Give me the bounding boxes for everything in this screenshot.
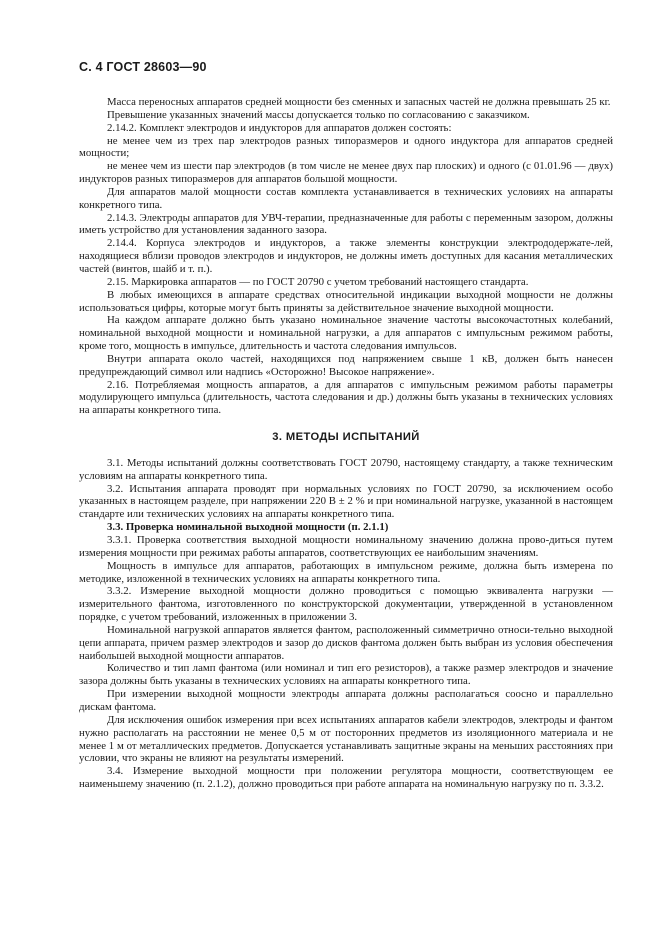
- paragraph: 3.3.2. Измерение выходной мощности должно проводиться с помощью эквивалента нагрузки — измерительного фантома, изготовленного по конструкторской документации, утвержденной в установленном порядке, с учетом требований, изложенных в приложении 3.: [79, 585, 613, 624]
- paragraph: 3.4. Измерение выходной мощности при положении регулятора мощности, соответствующем ее наименьшему значению (п. 2.1.2), должно проводиться при работе аппарата на номинальную нагрузку по п. 3.3.2.: [79, 765, 613, 791]
- paragraph: Превышение указанных значений массы допускается только по согласованию с заказчиком.: [107, 108, 530, 121]
- paragraph: Для исключения ошибок измерения при всех испытаниях аппаратов кабели электродов, электроды и фантом нужно располагать на расстоянии не менее 0,5 м от посторонних предметов из изоляционного материала и не менее 1 м от металлических предметов. Допускается устанавливать защитные экраны на меньших расстояниях при условии, что экраны не влияют на результаты измерений.: [79, 713, 613, 765]
- paragraph: 2.16. Потребляемая мощность аппаратов, а для аппаратов с импульсным режимом работы параметры модулирующего импульса (длительность, частота следования и др.) должны быть указаны в технических условиях на аппараты конкретного типа.: [79, 378, 613, 417]
- section-title: 3. МЕТОДЫ ИСПЫТАНИЙ: [272, 431, 420, 444]
- paragraph: В любых имеющихся в аппарате средствах относительной индикации выходной мощности не должны использоваться цифры, которые могут быть приняты за действительное значение выходной мощности.: [79, 288, 613, 314]
- paragraph: Номинальной нагрузкой аппаратов является фантом, расположенный симметрично относи-тельно выходной цепи аппарата, причем размер электродов и зазор до дисков фантома должен быть выбран из условия обеспечения наибольшей выходной мощности аппаратов.: [79, 623, 613, 662]
- paragraph: 2.14.4. Корпуса электродов и индукторов, а также элементы конструкции электрододержате-лей, находящиеся вблизи проводов электродов и индукторов, не должны иметь доступных для касания металлических частей (винтов, шайб и т. п.).: [79, 237, 613, 275]
- paragraph: Внутри аппарата около частей, находящихся под напряжением свыше 1 кВ, должен быть нанесен предупреждающий символ или надпись «Осторожно! Высокое напряжение».: [79, 352, 613, 378]
- paragraph: не менее чем из шести пар электродов (в том числе не менее двух пар плоских) и одного (с 01.01.96 — двух) индукторов разных типоразмеров для аппаратов большой мощности.: [79, 160, 613, 186]
- paragraph: 3.1. Методы испытаний должны соответствовать ГОСТ 20790, настоящему стандарту, а также техническим условиям на аппараты конкретного типа.: [79, 456, 613, 482]
- paragraph: Для аппаратов малой мощности состав комплекта устанавливается в технических условиях на аппараты конкретного типа.: [79, 185, 613, 211]
- paragraph: Количество и тип ламп фантома (или номинал и тип его резисторов), а также размер электродов и значение зазора должны быть указаны в технических условиях на аппараты конкретного типа.: [79, 662, 613, 688]
- paragraph: 3.2. Испытания аппарата проводят при нормальных условиях по ГОСТ 20790, за исключением особо указанных в настоящем разделе, при напряжении 220 В ± 2 % и при номинальной нагрузке, указанной в настоящем стандарте или технических условиях на аппараты конкретного типа.: [79, 482, 613, 521]
- paragraph: При измерении выходной мощности электроды аппарата должны располагаться соосно и параллельно дискам фантома.: [79, 688, 613, 713]
- paragraph: 2.14.2. Комплект электродов и индукторов для аппаратов должен состоять:: [107, 121, 452, 134]
- page-header: С. 4 ГОСТ 28603—90: [79, 60, 207, 74]
- subsection-heading: 3.3. Проверка номинальной выходной мощности (п. 2.1.1): [107, 521, 389, 534]
- paragraph: Масса переносных аппаратов средней мощности без сменных и запасных частей не должна превышать 25 кг.: [107, 96, 611, 108]
- paragraph: На каждом аппарате должно быть указано номинальное значение частоты высокочастотных колебаний, номинальной выходной мощности и номинальной нагрузки, а для аппаратов с импульсным режимом работы, кроме того, мощность в импульсе, длительность и частота следования импульсов.: [79, 314, 613, 353]
- paragraph: не менее чем из трех пар электродов разных типоразмеров и одного индуктора для аппаратов средней мощности;: [79, 134, 613, 160]
- paragraph: Мощность в импульсе для аппаратов, работающих в импульсном режиме, должна быть измерена по методике, изложенной в технических условиях на аппараты конкретного типа.: [79, 559, 613, 585]
- paragraph: 3.3.1. Проверка соответствия выходной мощности номинальному значению должна прово-диться путем измерения мощности при режимах работы аппаратов, соответствующих ее наибольшим значениям.: [79, 534, 613, 559]
- document-body: [79, 96, 613, 791]
- paragraph: 2.14.3. Электроды аппаратов для УВЧ-терапии, предназначенные для работы с переменным зазором, должны иметь устройство для установления заданного зазора.: [79, 211, 613, 237]
- paragraph: 2.15. Маркировка аппаратов — по ГОСТ 20790 с учетом требований настоящего стандарта.: [107, 275, 529, 288]
